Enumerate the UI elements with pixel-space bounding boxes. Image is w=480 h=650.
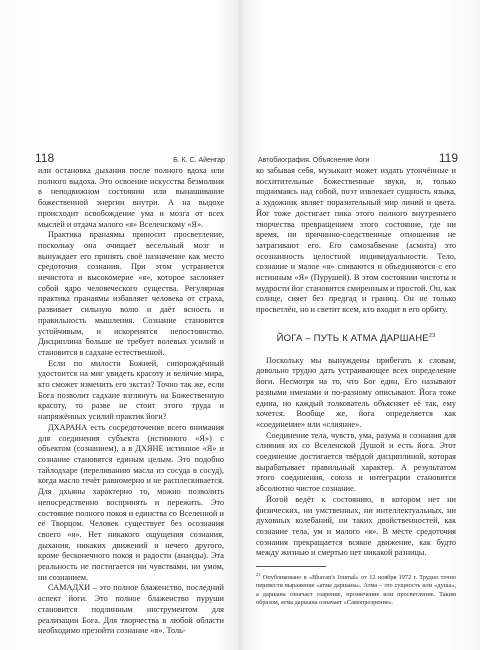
paragraph: ДХАРАНА есть сосредоточение всего внимания для соединения субъекта (истинного «Я») с объектом (сознанием), а в ДХЯНЕ истинное «Я» и сознание становятся единым целым. Это подобно тайлодхаре (переливанию масла из сосуда в сосуд), когда масло течёт равномерно и не расплескивается. Для дхьяны характерно то, можно позволить непосредственно воспринять и пережить. Это состояние полного покоя и единства со Вселенной и её Творцом. Человек существует без осознания своего «я». Нет никакого ощущения сознания, дыхания, никаких движений и нечего другого, кроме бесконечного покоя и радости (ананды). Эта реальность не постигается ни чувствами, ни умом, ни сознанием. xyxy=(38,422,224,582)
right-page xyxy=(240,0,480,650)
paragraph: ко забывая себя, музыкант может издать утончённые и восхитительные божественные звуки, и, только поднимаясь над собой, поэт извлекает сущность языка, а художник являет поразительный мир линий и цвета. Йог тоже достигает пика этого полного внутреннего творчества превращением этого состояние, где ни время, ни причинно-следственные отношения не затрагивают его. Его самозабвение (асмита) это осознанность целостной индивидуальности. Тело, сознание и малое «я» сливаются и объединяются с его истинным «Я» (Пурушей). В этом состоянии чистоты и мудрости йог становится смиренным и простой. Он, как солнце, сияет без предгад и границ. Он не только просветлён, но и светит всем, кто входит в его орбиту. xyxy=(256,166,456,315)
right-running-head xyxy=(258,151,458,165)
left-running-title: Б. К. С. Айенгар xyxy=(173,157,225,164)
paragraph: САМАДХИ – это полное блаженство, последний аспект йоги. Это полное блаженство пуруши становится подлинным инструментом для реализации Бога. Для творчества в любой области необходимо презойти сознание «я». Толь- xyxy=(38,583,224,636)
right-body-text xyxy=(256,166,456,607)
footnote xyxy=(256,571,456,607)
footnote-text: Опубликовано в «Bhavan's Journal» от 12 ноября 1972 г. Трудно точно перевести выражение «атма даршана». Атма – это сущность или «душа», а даршана означает озарение, прозвечение или просветление. Таким образом, атма даршана означает «Самопрозрение». xyxy=(256,574,456,606)
left-running-head xyxy=(35,151,225,165)
paragraph: Практика пранаямы приносит просветление, поскольку она очищает весельный мозг и вынуждает его принять своё назначение как место средоточия сознания. При этом устраняется нечистота и высокомерие «я», которое заслоняет собой ядро человеческого существа. Регулярная практика пранаямы избавляет человека от страха, развивает сильную волю и даёт ясность и правильность мышления. Сознание становится устойчивым, и искоренятся непостоянство. Дисциплина больше не требует волевых усилий и становится в садхане естественной. xyxy=(38,230,224,357)
left-page-number: 118 xyxy=(35,151,55,165)
paragraph: Если по милости Божией, сипорождённый удостоится на миг увидеть красоту и величие мира, кто сможет изменить его экстаз? Точно так же, если Бога позволит садхане взглянуть на Божественную красоту, то разве не стоит этого труда и напряжённых усилий практик йоги? xyxy=(38,358,224,422)
section-heading xyxy=(256,331,456,345)
paragraph: Соединение тела, чувств, ума, разума и сознания для слияния их со Вселенской Душой и есть йога. Этот соединение достигается твёрдой дисциплиной, которая вырабатывает правильный характер. А результатом этого соединения, союза и интеграции становится абсолютно чистое сознание. xyxy=(256,430,456,494)
paragraph: или остановка дыхания после полного вдоха или полного выдоха. Это освоение искусства безмолвия в неподвижном состоянии или вынашивание божественной энергии внутри. А на выдохе происходит освобождение ума и мозга от всех мыслей и отдача малого «я» Вселенскому «Я». xyxy=(38,166,224,229)
section-title: ЙОГА – ПУТЬ К АТМА ДАРШАНЕ xyxy=(276,333,429,344)
footnote-marker: 23 xyxy=(256,572,261,578)
paragraph: Поскольку мы вынуждены прибегать к словам, довольно трудно дать устраивающее всех определение йоги. Несмотря на то, что Бог един, Его называют разными именами и по-разному описывают. Йога тоже едина, но каждый толкователь объясняет её так, ему хочется. Вообще же, йога определяется как «соединение» или «слияние». xyxy=(256,355,456,429)
right-page-number: 119 xyxy=(438,151,458,165)
right-running-title: Автобиография. Объяснение йоги xyxy=(258,157,370,164)
left-body-text xyxy=(38,166,224,637)
paragraph: Йогой ведёт к состоянию, в котором нет ни физических, ни умственных, ни интеллектуальных, ни духовных колебаний, ни таких двойственностей, как сознание тела, ум и малого «я». В месте средоточия сознания прекращается всякое движение, как будто между жизнью и смертью нет никакой разницы. xyxy=(256,494,456,558)
footnote-reference: 23 xyxy=(428,332,436,339)
footnote-rule xyxy=(256,566,326,567)
